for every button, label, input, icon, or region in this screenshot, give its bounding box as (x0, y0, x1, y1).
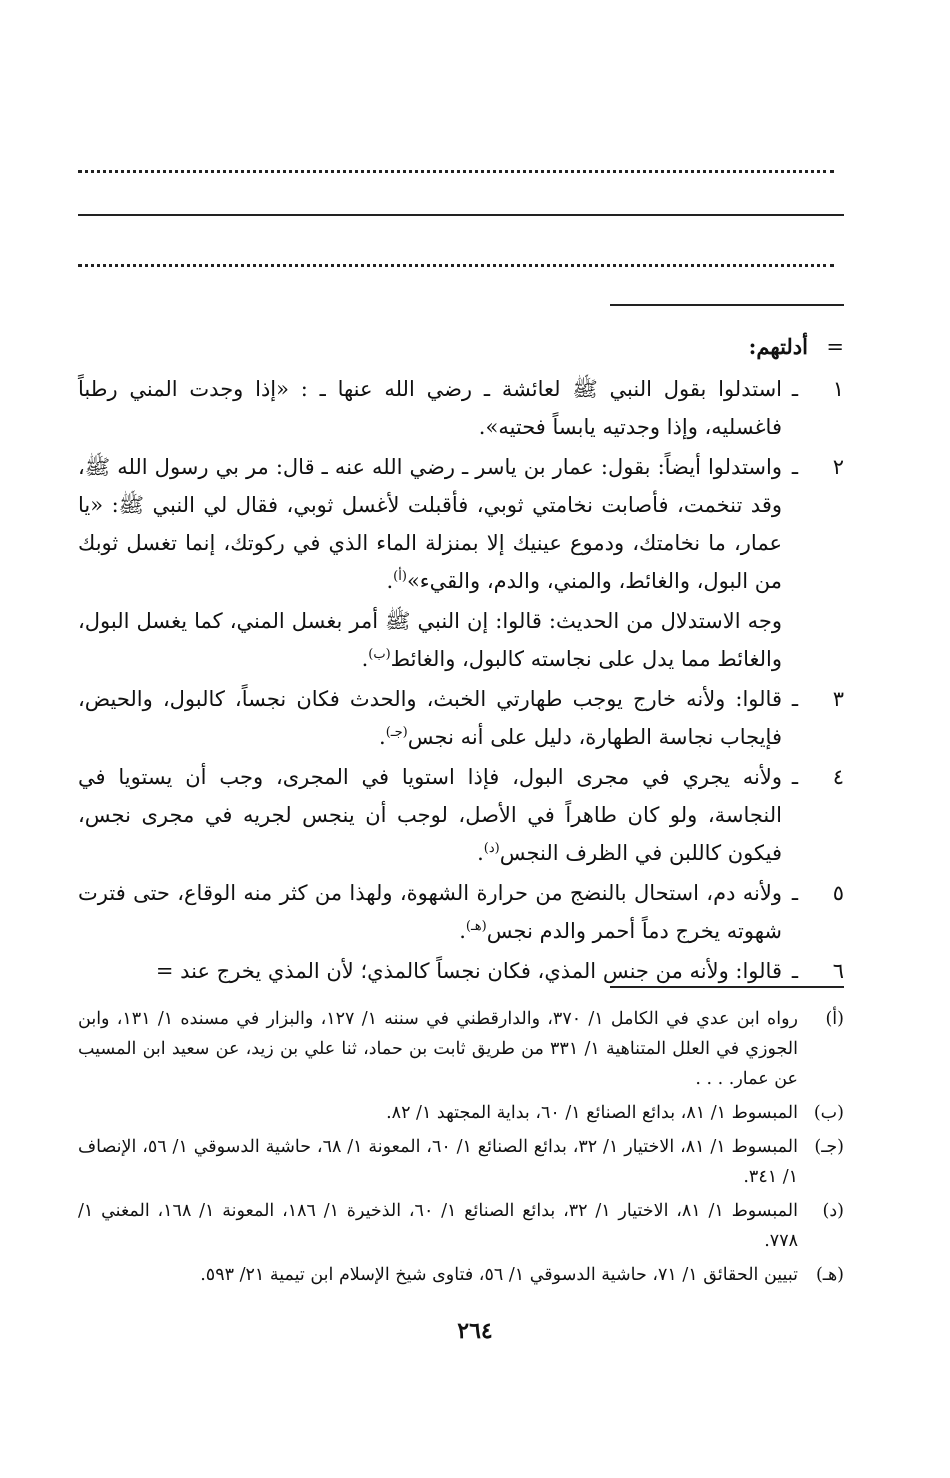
blank-dotted-line-2 (78, 264, 834, 267)
section-title: أدلتهم: (748, 334, 808, 359)
main-text (78, 328, 844, 992)
item-text-wrap (78, 448, 782, 600)
footnote-text: تبيين الحقائق ١/ ٧١، حاشية الدسوقي ١/ ٥٦، فتاوى شيخ الإسلام ابن تيمية ٢١/ ٥٩٣. (200, 1265, 798, 1285)
inference-paragraph (78, 602, 782, 678)
short-rule (610, 304, 844, 306)
item-dash: ـ (791, 959, 799, 983)
item-text-wrap (78, 874, 782, 950)
item-dash: ـ (791, 455, 799, 479)
item-text: ولأنه دم، استحال بالنضج من حرارة الشهوة، ولهذا من كثر منه الوقاع، حتى فترت شهوته يخرج دماً أحمر والدم نجس (78, 881, 782, 943)
item-end-punct: . (477, 841, 484, 865)
item-text-wrap (78, 680, 782, 756)
footnote-ref: (جـ) (385, 725, 408, 740)
item-end-punct: . (361, 647, 369, 671)
item-end-punct: . (459, 919, 466, 943)
footnote-d (78, 1196, 844, 1256)
item-number: ٤ (832, 765, 844, 789)
evidence-item-4 (78, 758, 844, 872)
footnote-ref: (ب) (368, 647, 391, 662)
item-number: ٣ (832, 687, 844, 711)
item-text: ولأنه يجري في مجرى البول، فإذا استويا في المجرى، وجب أن يستويا في النجاسة، ولو كان طاهراً في الأصل، لوجب أن ينجس لجريه في مجرى نجس، فيكون كاللبن في الظرف النجس (78, 765, 782, 865)
item-number: ٢ (832, 455, 844, 479)
footnote-text: المبسوط ١/ ٨١، الاختيار ١/ ٣٢، بدائع الصنائع ١/ ٦٠، الذخيرة ١/ ١٨٦، المعونة ١/ ١٦٨، المغني ١/ ٧٧٨. (78, 1201, 798, 1251)
continuation-marker: = (826, 335, 844, 359)
footnote-label: (هـ) (815, 1265, 844, 1285)
section-heading (78, 328, 844, 366)
item-text: واستدلوا أيضاً: بقول: عمار بن ياسر ـ رضي الله عنه ـ قال: مر بي رسول الله ﷺ، وقد تنخمت، فأصابت نخامتي ثوبي، فأقبلت لأغسل ثوبي، فقال لي النبي ﷺ: «يا عمار، ما نخامتك، ودموع عينيك إلا بمنزلة الماء الذي في ركوتك، إنما تغسل ثوبك من البول، والغائط، والمني، والدم، والقيء» (78, 455, 782, 593)
page-number: ٢٦٤ (457, 1318, 493, 1344)
footnote-text: المبسوط ١/ ٨١، الاختيار ١/ ٣٢، بدائع الصنائع ١/ ٦٠، المعونة ١/ ٦٨، حاشية الدسوقي ١/ ٥٦، الإنصاف ١/ ٣٤١. (78, 1137, 798, 1187)
footnote-ref: (هـ) (465, 919, 487, 934)
footnote-label: (جـ) (814, 1137, 844, 1157)
item-dash: ـ (791, 687, 799, 711)
footnotes (78, 1004, 844, 1294)
evidence-item-6 (78, 952, 844, 990)
footnote-b (78, 1098, 844, 1128)
evidence-item-3 (78, 680, 844, 756)
item-number: ٦ (832, 959, 844, 983)
separator-rule (78, 214, 844, 216)
paragraph-text: وجه الاستدلال من الحديث: قالوا: إن النبي ﷺ أمر بغسل المني، كما يغسل البول، والغائط مما يدل على نجاسته كالبول، والغائط (78, 609, 782, 671)
footnote-e (78, 1260, 844, 1290)
footnote-label: (ب) (813, 1103, 844, 1123)
footnote-c (78, 1132, 844, 1192)
item-text-wrap (78, 758, 782, 872)
item-dash: ـ (791, 765, 799, 789)
footnote-ref: (د) (483, 841, 500, 856)
footnote-separator (610, 986, 844, 988)
footnote-text: رواه ابن عدي في الكامل ١/ ٣٧٠، والدارقطني في سننه ١/ ١٢٧، والبزار في مسنده ١/ ١٣١، وابن الجوزي في العلل المتناهية ١/ ٣٣١ من طريق ثابت بن حماد، ثنا علي بن زيد، عن سعيد ابن المسيب عن عمار. . . . (78, 1009, 798, 1089)
item-number: ٥ (832, 881, 844, 905)
evidence-item-2 (78, 448, 844, 600)
evidence-item-1 (78, 370, 844, 446)
footnote-ref: (أ) (393, 569, 407, 584)
item-text: قالوا: ولأنه من جنس المذي، فكان نجساً كالمذي؛ لأن المذي يخرج عند = (155, 959, 782, 983)
item-end-punct: . (379, 725, 386, 749)
footnote-text: المبسوط ١/ ٨١، بدائع الصنائع ١/ ٦٠، بداية المجتهد ١/ ٨٢. (386, 1103, 798, 1123)
blank-dotted-line-1 (78, 170, 834, 173)
item-text: استدلوا بقول النبي ﷺ لعائشة ـ رضي الله عنها ـ : «إذا وجدت المني رطباً فاغسليه، وإذا وجدتيه يابساً فحتيه». (78, 377, 782, 439)
footnote-label: (د) (822, 1201, 844, 1221)
item-dash: ـ (791, 881, 799, 905)
item-dash: ـ (791, 377, 799, 401)
item-end-punct: . (386, 569, 394, 593)
item-number: ١ (832, 377, 844, 401)
item-text: قالوا: ولأنه خارج يوجب طهارتي الخبث، والحدث فكان نجساً، كالبول، والحيض، فإيجاب نجاسة الطهارة، دليل على أنه نجس (78, 687, 782, 749)
footnote-label: (أ) (825, 1009, 844, 1029)
evidence-item-5 (78, 874, 844, 950)
footnote-a (78, 1004, 844, 1094)
